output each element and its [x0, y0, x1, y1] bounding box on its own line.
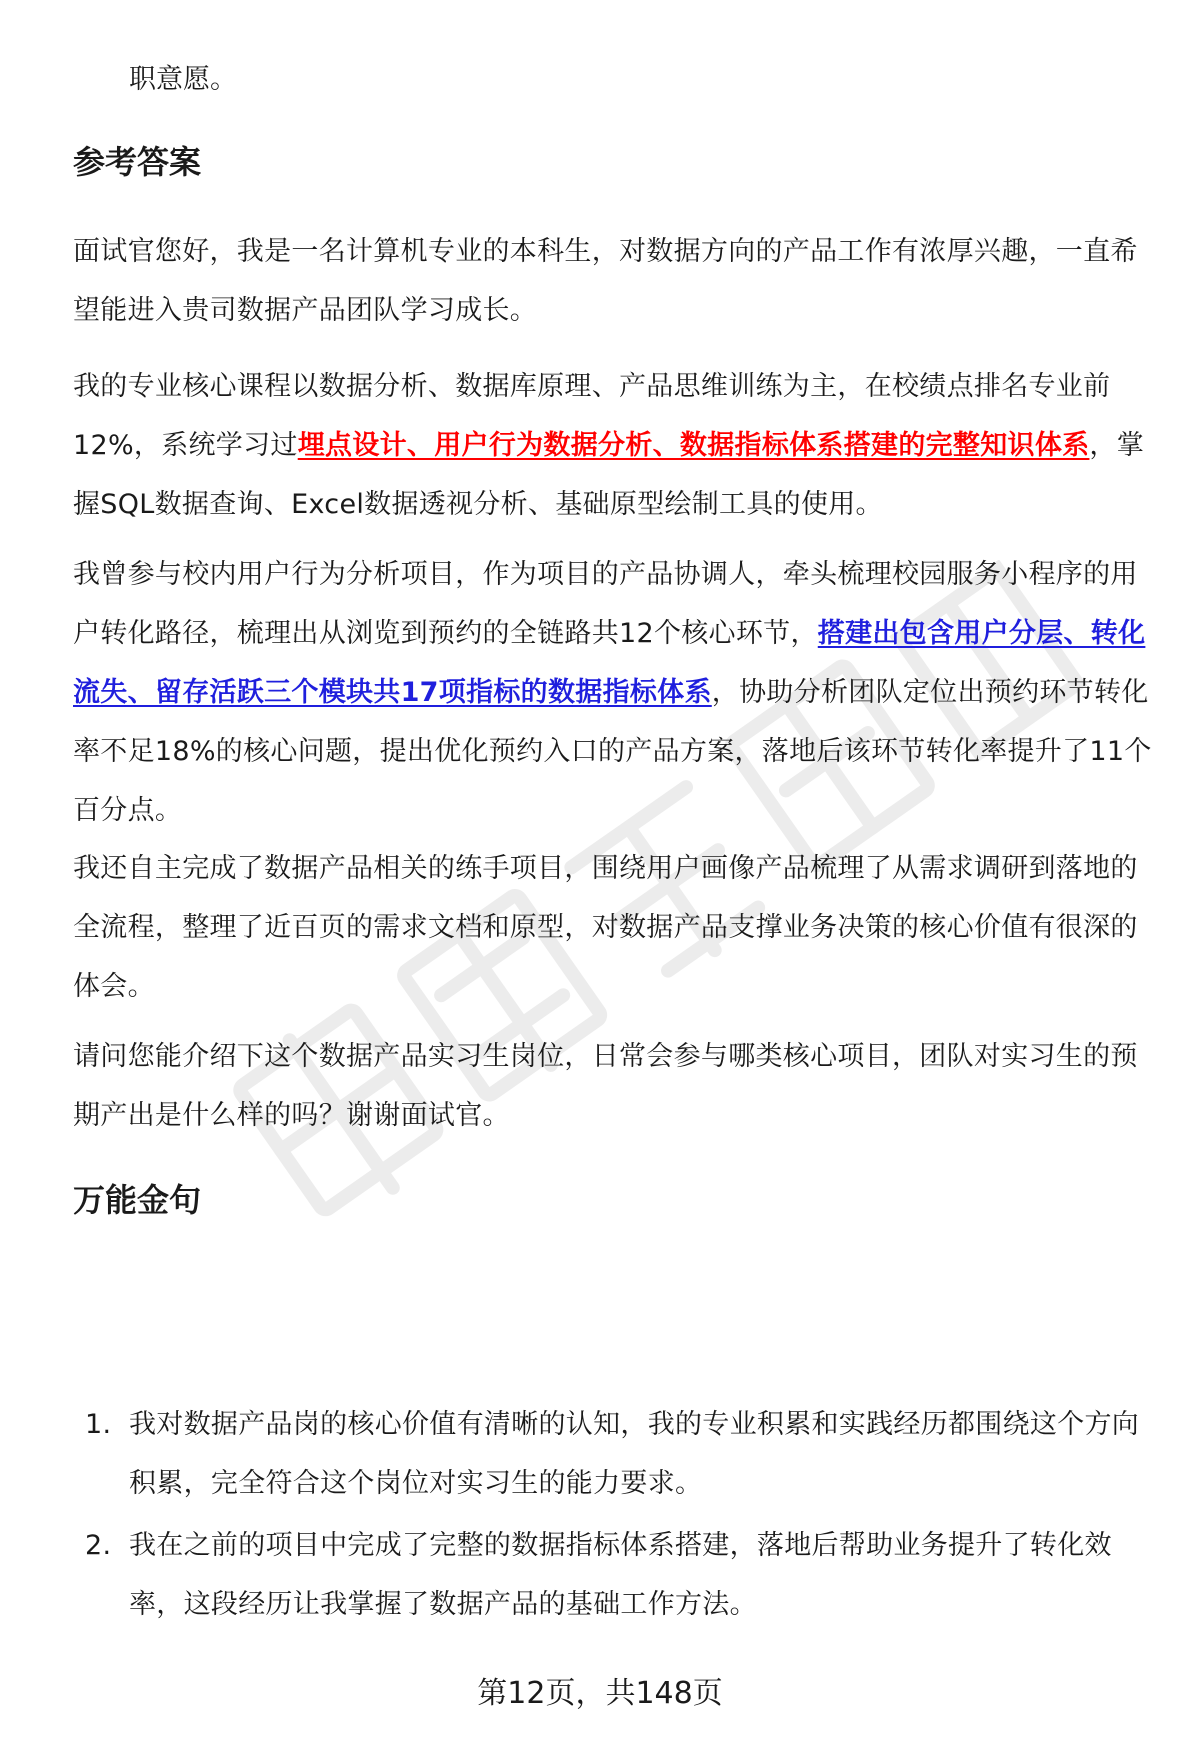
paragraph-text: 我的专业核心课程以数据分析、数据库原理、产品思维训练为主，在校绩点排名专业前12%，系统学习过: [73, 371, 1111, 461]
section-heading-golden: 万能金句: [73, 1181, 202, 1219]
list-number: 1.: [85, 1409, 112, 1440]
answer-paragraph-5: [73, 1027, 1153, 1145]
page-footer: 第12页，共148页: [477, 1676, 723, 1711]
section-heading-answer: 参考答案: [73, 143, 202, 181]
answer-paragraph-3: [73, 545, 1153, 840]
paragraph-text: ，掌握SQL数据查询、Excel数据透视分析、基础原型绘制工具的使用。: [73, 430, 1145, 520]
paragraph-text: 我曾参与校内用户行为分析项目，作为项目的产品协调人，牵头梳理校园服务小程序的用户转化路径，梳理出从浏览到预约的全链路共12个核心环节，: [73, 559, 1138, 649]
paragraph-text: 我还自主完成了数据产品相关的练手项目，围绕用户画像产品梳理了从需求调研到落地的全流程，整理了近百页的需求文档和原型，对数据产品支撑业务决策的核心价值有很深的体会。: [73, 853, 1138, 1002]
golden-sentence-list: [73, 1395, 1153, 1637]
answer-paragraph-2: [73, 357, 1153, 534]
list-item-text: 我对数据产品岗的核心价值有清晰的认知，我的专业积累和实践经历都围绕这个方向积累，完全符合这个岗位对实习生的能力要求。: [129, 1409, 1140, 1499]
list-item: [73, 1395, 1153, 1513]
highlight-red-text: 埋点设计、用户行为数据分析、数据指标体系搭建的完整知识体系: [297, 430, 1090, 461]
list-item: [73, 1516, 1153, 1634]
answer-paragraph-1: [73, 222, 1153, 340]
highlight-blue-text: 搭建出包含用户分层、转化流失、留存活跃三个模块共17项指标的数据指标体系: [73, 618, 1146, 708]
answer-paragraph-4: [73, 839, 1153, 1016]
paragraph-text: 面试官您好，我是一名计算机专业的本科生，对数据方向的产品工作有浓厚兴趣，一直希望能进入贵司数据产品团队学习成长。: [73, 236, 1138, 326]
paragraph-text: 请问您能介绍下这个数据产品实习生岗位，日常会参与哪类核心项目，团队对实习生的预期产出是什么样的吗？谢谢面试官。: [73, 1041, 1138, 1131]
continuation-text: 职意愿。: [129, 64, 237, 95]
list-item-text: 我在之前的项目中完成了完整的数据指标体系搭建，落地后帮助业务提升了转化效率，这段经历让我掌握了数据产品的基础工作方法。: [129, 1530, 1112, 1620]
paragraph-text: ，协助分析团队定位出预约环节转化率不足18%的核心问题，提出优化预约入口的产品方案，落地后该环节转化率提升了11个百分点。: [73, 677, 1152, 826]
list-number: 2.: [85, 1530, 112, 1561]
